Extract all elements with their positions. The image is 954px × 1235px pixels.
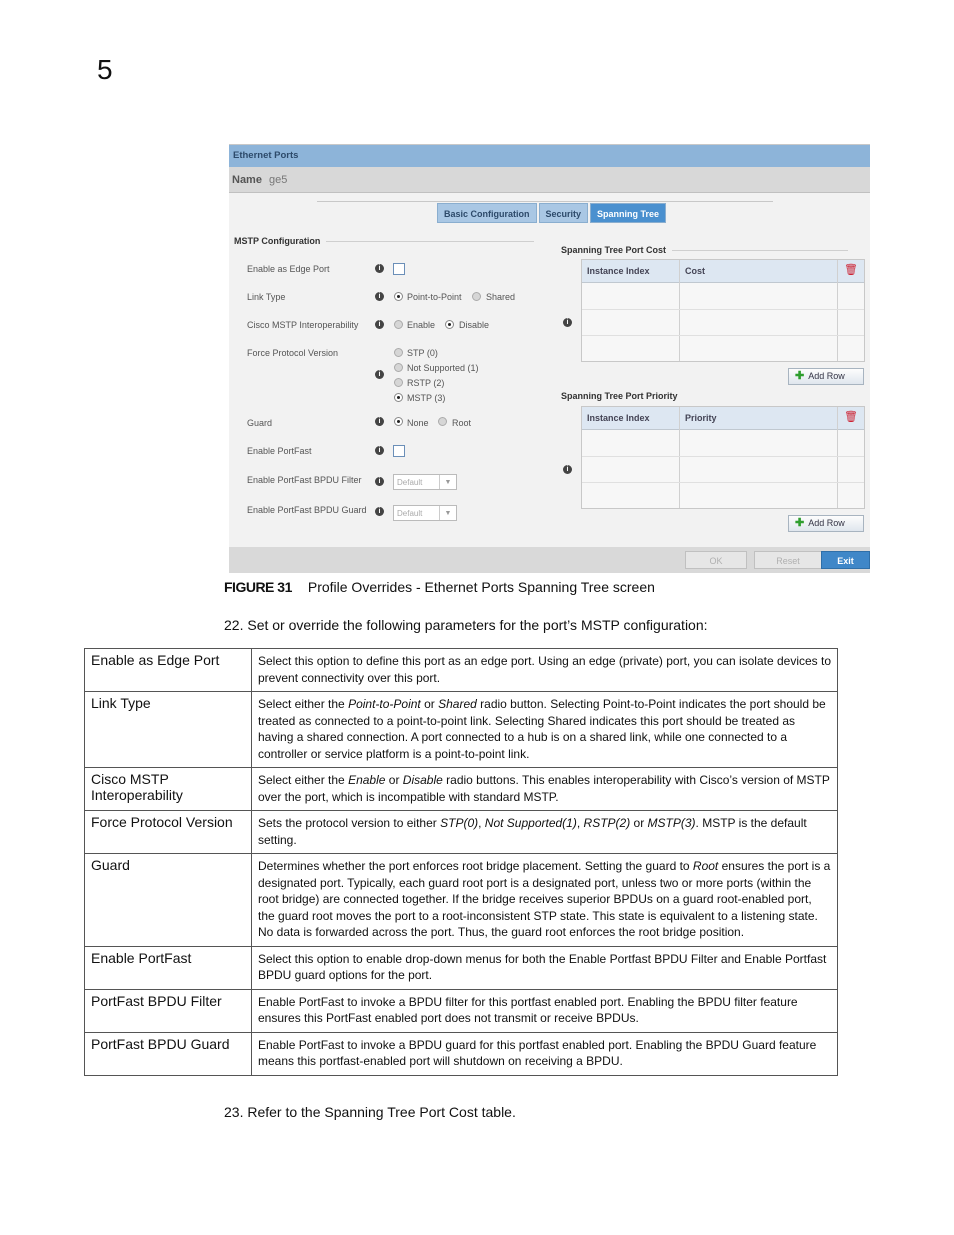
tab-spanning-tree[interactable]: Spanning Tree [590, 203, 666, 223]
port-cost-heading: Spanning Tree Port Cost [561, 245, 848, 255]
tab-divider [317, 201, 773, 202]
ok-button[interactable]: OK [685, 551, 747, 569]
instance-index-header[interactable]: Instance Index [587, 266, 650, 276]
param-name: Cisco MSTP Interoperability [85, 768, 252, 811]
link-type-point-to-point-radio[interactable] [394, 292, 403, 301]
info-icon[interactable]: i [375, 507, 384, 516]
figure-caption [224, 579, 655, 595]
tab-bar [437, 203, 668, 223]
guard-none-radio[interactable] [394, 417, 403, 426]
name-label: Name [232, 174, 262, 186]
stp-radio[interactable] [394, 348, 403, 357]
table-row [85, 1032, 838, 1075]
rstp-radio[interactable] [394, 378, 403, 387]
parameters-table [84, 648, 838, 1076]
param-description: Enable PortFast to invoke a BPDU filter for this portfast enabled port. Enabling the BPDU filter feature ensures this PortFast enabled port does not transmit or receive BPDUs. [252, 989, 838, 1032]
cisco-enable-radio[interactable] [394, 320, 403, 329]
param-name: PortFast BPDU Guard [85, 1032, 252, 1075]
table-row [85, 768, 838, 811]
mstp-label: MSTP (3) [407, 393, 446, 403]
param-description: Select this option to define this port as an edge port. Using an edge (private) port, you can isolate devices to prevent connectivity over this port. [252, 649, 838, 692]
force-protocol-label: Force Protocol Version [247, 348, 339, 358]
info-icon[interactable]: i [563, 318, 572, 327]
tab-basic-configuration[interactable]: Basic Configuration [437, 203, 537, 223]
guard-label: Guard [247, 418, 273, 428]
trash-icon[interactable]: 🗑 [844, 264, 858, 276]
guard-none-label: None [407, 418, 429, 428]
port-cost-table [581, 259, 865, 362]
plus-icon: ✚ [795, 370, 805, 382]
mstp-radio[interactable] [394, 393, 403, 402]
priority-add-row-button[interactable]: ✚ Add Row [788, 515, 864, 532]
edge-port-checkbox[interactable] [393, 263, 405, 275]
edge-port-label: Enable as Edge Port [247, 264, 330, 274]
name-value: ge5 [269, 174, 288, 186]
param-name: Enable PortFast [85, 946, 252, 989]
window-title: Ethernet Ports [229, 145, 870, 167]
cisco-disable-label: Disable [459, 320, 490, 330]
step-22: 22. Set or override the following parameters for the port’s MSTP configuration: [224, 617, 708, 633]
instance-index-header[interactable]: Instance Index [587, 413, 650, 423]
table-row [85, 989, 838, 1032]
plus-icon: ✚ [795, 517, 805, 529]
param-name: Link Type [85, 692, 252, 768]
ethernet-ports-screenshot [229, 144, 870, 573]
info-icon[interactable]: i [563, 465, 572, 474]
param-description: Select this option to enable drop-down menus for both the Enable Portfast BPDU Filter and Enable Portfast BPDU guard options for the port. [252, 946, 838, 989]
chevron-down-icon: ▼ [439, 475, 456, 489]
cost-header[interactable]: Cost [685, 266, 705, 276]
table-row [85, 692, 838, 768]
guard-root-radio[interactable] [438, 417, 447, 426]
portfast-checkbox[interactable] [393, 445, 405, 457]
not-supported-radio[interactable] [394, 363, 403, 372]
param-description: Determines whether the port enforces root bridge placement. Setting the guard to Root ensures the port is a designated port. Typically, each guard root port is a designated port, unless two or more ports (within the root bridge) are connected together. If the bridge receives superior BPDUs on a guard root-enabled port, the guard root moves the port to a root-inconsistent STP state. This state is equivalent to a listening state. No data is forwarded across the port. Thus, the guard root enforces the root bridge position. [252, 854, 838, 947]
link-type-shared-radio[interactable] [472, 292, 481, 301]
figure-title: Profile Overrides - Ethernet Ports Spanning Tree screen [307, 579, 655, 595]
point-to-point-label: Point-to-Point [407, 292, 462, 302]
table-row [85, 811, 838, 854]
port-priority-table [581, 406, 865, 509]
chapter-number: 5 [97, 54, 113, 85]
cisco-mstp-label: Cisco MSTP Interoperability [247, 320, 359, 330]
guard-root-label: Root [452, 418, 472, 428]
param-name: Force Protocol Version [85, 811, 252, 854]
shared-label: Shared [486, 292, 516, 302]
not-supported-label: Not Supported (1) [407, 363, 479, 373]
param-description: Select either the Point-to-Point or Shared radio button. Selecting Point-to-Point indicates the port should be treated as connected to a point-to-point link. Selecting Shared indicates this port should be treated as having a shared connection. A port connected to a hub is on a shared link, while one connected to a controller or service platform is a point-to-point link. [252, 692, 838, 768]
info-icon[interactable]: i [375, 417, 384, 426]
port-priority-heading: Spanning Tree Port Priority [561, 391, 678, 401]
trash-icon[interactable]: 🗑 [844, 411, 858, 423]
info-icon[interactable]: i [375, 370, 384, 379]
cisco-enable-label: Enable [407, 320, 436, 330]
param-description: Select either the Enable or Disable radio buttons. This enables interoperability with Cisco’s version of MSTP over the port, which is incompatible with standard MSTP. [252, 768, 838, 811]
info-icon[interactable]: i [375, 292, 384, 301]
cost-add-row-button[interactable]: ✚ Add Row [788, 368, 864, 385]
table-row [85, 946, 838, 989]
param-description: Enable PortFast to invoke a BPDU guard for this portfast enabled port. Enabling the BPDU Guard feature means this portfast-enabled port will shutdown on receiving a BPDU. [252, 1032, 838, 1075]
link-type-label: Link Type [247, 292, 286, 302]
param-name: Guard [85, 854, 252, 947]
bpdu-guard-select[interactable]: Default ▼ [393, 505, 457, 521]
figure-number: FIGURE 31 [224, 579, 292, 595]
info-icon[interactable]: i [375, 446, 384, 455]
bpdu-filter-select[interactable]: Default ▼ [393, 474, 457, 490]
rstp-label: RSTP (2) [407, 378, 445, 388]
table-row [85, 854, 838, 947]
info-icon[interactable]: i [375, 320, 384, 329]
bpdu-filter-label: Enable PortFast BPDU Filter [247, 475, 362, 485]
param-description: Sets the protocol version to either STP(0), Not Supported(1), RSTP(2) or MSTP(3). MSTP is the default setting. [252, 811, 838, 854]
mstp-heading: MSTP Configuration [234, 236, 534, 246]
exit-button[interactable]: Exit [821, 551, 870, 569]
param-name: PortFast BPDU Filter [85, 989, 252, 1032]
priority-header[interactable]: Priority [685, 413, 717, 423]
table-row [85, 649, 838, 692]
param-name: Enable as Edge Port [85, 649, 252, 692]
info-icon[interactable]: i [375, 477, 384, 486]
stp-label: STP (0) [407, 348, 438, 358]
name-row [229, 167, 870, 193]
info-icon[interactable]: i [375, 264, 384, 273]
bpdu-guard-label: Enable PortFast BPDU Guard [247, 505, 367, 515]
step-23: 23. Refer to the Spanning Tree Port Cost table. [224, 1104, 516, 1120]
chevron-down-icon: ▼ [439, 506, 456, 520]
portfast-label: Enable PortFast [247, 446, 312, 456]
reset-button[interactable]: Reset [754, 551, 822, 569]
tab-security[interactable]: Security [539, 203, 589, 223]
cisco-disable-radio[interactable] [445, 320, 454, 329]
